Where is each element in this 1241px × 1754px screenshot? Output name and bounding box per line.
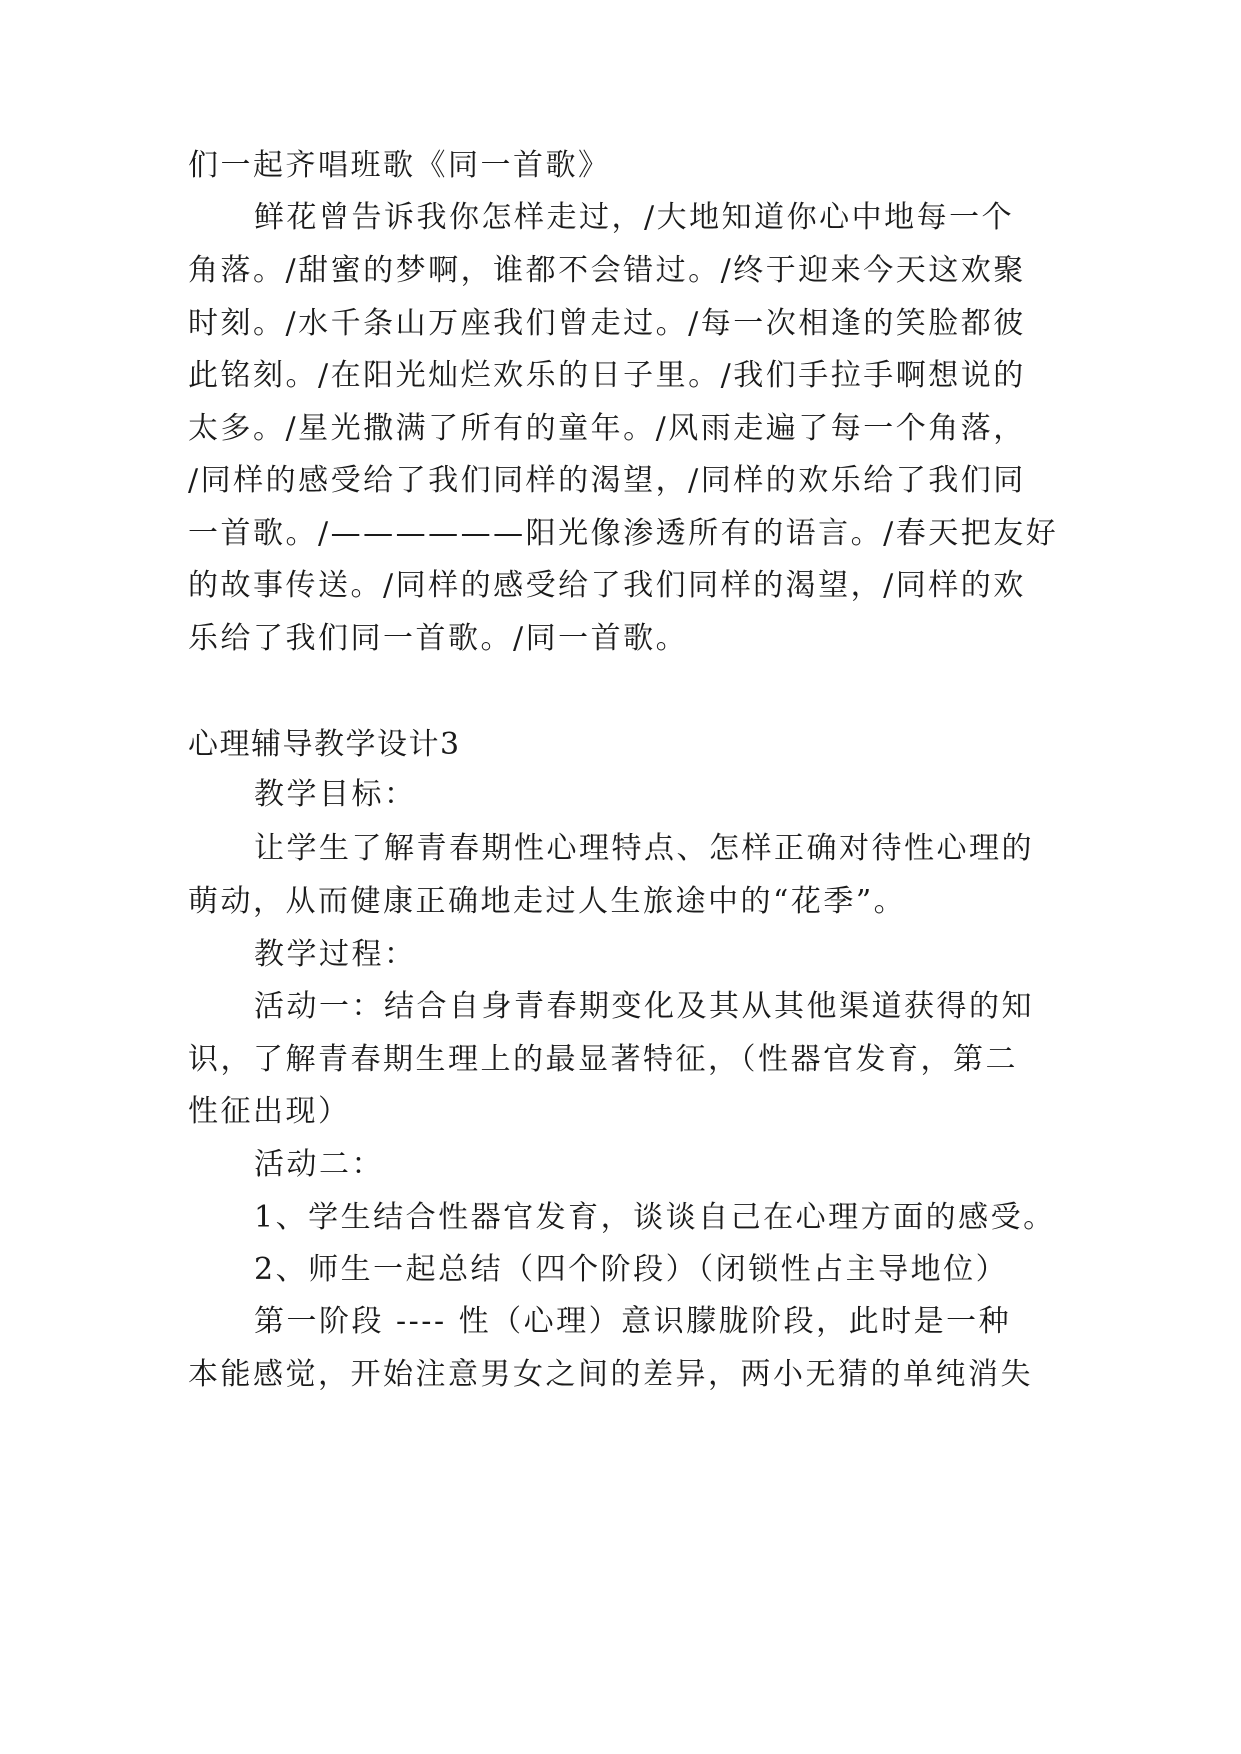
lyrics-line: 时刻。/水千条山万座我们曾走过。/每一次相逢的笑脸都彼 xyxy=(188,306,1026,341)
lyrics-line: /同样的感受给了我们同样的渴望，/同样的欢乐给了我们同 xyxy=(188,463,1026,498)
lyrics-line: 乐给了我们同一首歌。/同一首歌。 xyxy=(188,621,689,656)
activity2-item: 1、学生结合性器官发育，谈谈自己在心理方面的感受。 xyxy=(254,1200,1056,1235)
lyrics-line: 角落。/甜蜜的梦啊，谁都不会错过。/终于迎来今天这欢聚 xyxy=(188,253,1026,288)
goal-label: 教学目标： xyxy=(254,777,417,812)
lyrics-line: 的故事传送。/同样的感受给了我们同样的渴望，/同样的欢 xyxy=(188,568,1026,603)
stage1-line: 第一阶段 ---- 性（心理）意识朦胧阶段，此时是一种 xyxy=(254,1304,1012,1339)
lyrics-line: 此铭刻。/在阳光灿烂欢乐的日子里。/我们手拉手啊想说的 xyxy=(188,358,1026,393)
lyrics-line: 一首歌。/——————阳光像渗透所有的语言。/春天把友好 xyxy=(188,516,1059,551)
lyrics-line: 鲜花曾告诉我你怎样走过，/大地知道你心中地每一个 xyxy=(254,200,1015,235)
activity1-line: 性征出现） xyxy=(188,1094,351,1129)
activity2-label: 活动二： xyxy=(254,1147,384,1182)
goal-line: 萌动，从而健康正确地走过人生旅途中的“花季”。 xyxy=(188,884,907,919)
activity2-item: 2、师生一起总结（四个阶段）（闭锁性占主导地位） xyxy=(254,1252,1009,1287)
process-label: 教学过程： xyxy=(254,937,417,972)
song-intro-line: 们一起齐唱班歌《同一首歌》 xyxy=(188,148,611,183)
lyrics-line: 太多。/星光撒满了所有的童年。/风雨走遍了每一个角落， xyxy=(188,411,1026,446)
lesson-title: 心理辅导教学设计3 xyxy=(188,727,461,762)
goal-line: 让学生了解青春期性心理特点、怎样正确对待性心理的 xyxy=(254,831,1034,866)
activity1-line: 活动一：结合自身青春期变化及其从其他渠道获得的知 xyxy=(254,989,1034,1024)
stage1-line: 本能感觉，开始注意男女之间的差异，两小无猜的单纯消失 xyxy=(188,1357,1033,1392)
activity1-line: 识，了解青春期生理上的最显著特征，（性器官发育，第二 xyxy=(188,1042,1018,1077)
